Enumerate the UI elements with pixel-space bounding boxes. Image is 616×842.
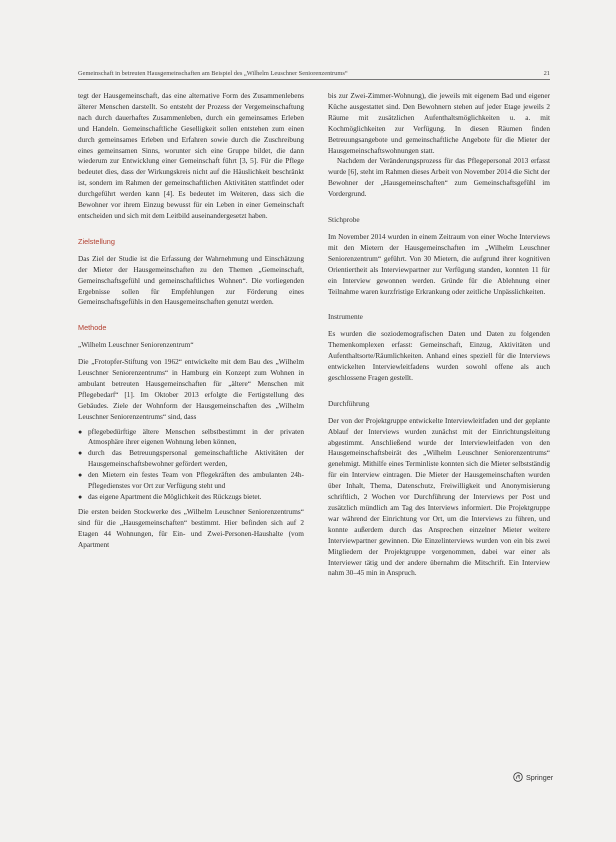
subsection-heading-stichprobe: Stichprobe [328,215,360,225]
running-header [78,70,550,77]
subsection-heading-instrumente: Instrumente [328,312,363,322]
page-number: 21 [543,70,550,77]
publisher-name: Springer [526,772,554,782]
right-column [328,91,550,579]
running-title: Gemeinschaft in betreuten Hausgemeinschaften am Beispiel des „Wilhelm Leuschner Seniorenzentrums“ [78,70,348,77]
springer-horse-icon [513,772,523,782]
paragraph: bis zur Zwei-Zimmer-Wohnung), die jeweils mit eigenem Bad und eigener Küche ausgestattet sind. Den Bewohnern stehen auf jeder Etage jeweils 2 Räume mit zusätzlichen Aufenthaltsmöglichkeiten u. a. mit Kochmöglichkeiten zur Verfügung. In diesen Räumen finden Betreuungsangebote und gemeinschaftliche Angebote für die Mieter der Hausgemeinschaftswohnungen statt. [328,91,550,155]
paragraph: tegt der Hausgemeinschaft, das eine alternative Form des Zusammenlebens älterer Menschen darstellt. So entsteht der Prozess der Vergemeinschaftung nach durch dauerhaftes Zusammenleben, durch ein gemeinsames Erleben und Handeln. Gemeinschaftliche Geselligkeit sollen entstehen zum einen durch gemeinsames Erleben und Erfahren sowie durch die Zuschreibung eines gemeinsamen Sinns, worunter sich eine Gruppe bildet, die dann wiederum zur Entwicklung einer Gemeinschaft führt [3, 5]. Für die Pflege bedeutet dies, dass der Wirkungskreis nicht auf die Häuslichkeit beschränkt ist, sondern im Rahmen der gemeinschaftlichen Aktivitäten stattfindet oder durchgeführt werden kann [4]. Es bedeutet im Weiteren, dass sich die Bewohner vor ihrem Einzug bewusst für ein Leben in einer Gemeinschaft entscheiden und sich mit dem Leitbild auseinandergesetzt haben. [78,91,304,220]
paragraph: Das Ziel der Studie ist die Erfassung der Wahrnehmung und Einschätzung der Mieter der Hausgemeinschaften zu den Themen „Gemeinschaft, Gemeinschaftsgefühl und gemeinschaftliches Wohnen“. Die vorliegenden Ergebnisse sollen für Empfehlungen zur Förderung eines Gemeinschaftsgefühls in den Hausgemeinschaften genutzt werden. [78,253,304,307]
list-item: ● durch das Betreuungspersonal gemeinschaftliche Aktivitäten der Hausgemeinschaftsbewohner gefördert werden, [78,448,304,469]
paragraph: Es wurden die soziodemografischen Daten und Daten zu folgenden Themenkomplexen erfasst: Gemeinschaft, Einzug, Aktivitäten und Aufenthaltsorte/Räumlichkeiten. Anhand eines speziell für die Interviews entwickelten Interviewleitfadens wurden sowohl offene als auch geschlossene Fragen gestellt. [328,329,550,382]
left-column [78,91,304,551]
publisher-logo [513,772,553,782]
section-heading-methode: Methode [78,323,107,333]
list-item: ● den Mietern ein festes Team von Pflegekräften des ambulanten 24h-Pflegedienstes vor Ort zur Verfügung steht und [78,470,304,491]
paragraph: Im November 2014 wurden in einem Zeitraum von einer Woche Interviews mit den Mietern der Hausgemeinschaften im „Wilhelm Leuschner Seniorenzentrum“ geführt. Von 30 Mietern, die aufgrund ihrer kognitiven Orientiertheit als Interviewpartner zur Verfügung standen, konnten 11 für ein Interview gewonnen werden. Gründe für die Ablehnung einer Teilnahme waren kurzfristige Erkrankung oder zeitliche Unpässlichkeiten. [328,231,550,296]
subsection-heading-wlsz: „Wilhelm Leuschner Seniorenzentrum“ [78,340,194,350]
list-item: ● pflegebedürftige ältere Menschen selbstbestimmt in der privaten Atmosphäre ihrer eigenen Wohnung leben können, [78,426,304,447]
paragraph: Nachdem der Veränderungsprozess für das Pflegepersonal 2013 erfasst wurde [6], steht im Rahmen dieses Arbeit von November 2014 die Sicht der Bewohner der „Hausgemeinschaften“ zum Gemeinschaftsgefühl im Vordergrund. [328,156,550,199]
paragraph: Der von der Projektgruppe entwickelte Interviewleitfaden und der geplante Ablauf der Interviews wurden zunächst mit der Einrichtungsleitung abgestimmt. Anschließend wurde der Interviewleitfaden von den Hausgemeinschaftsbeirät des „Wilhelm Leuschner Seniorenzentrums“ genehmigt. Mithilfe eines Terminliste konnten sich die Mieter selbstständig für ein Interview eintragen. Die Mieter der Hausgemeinschaften wurden über Inhalt, Thema, Datenschutz, Freiwilligkeit und Anonymisierung schriftlich, 2 Wochen vor Durchführung der Interviews per Post und zusätzlich mündlich am Tag des Interviews informiert. Die Projektgruppe war während der Einrichtung vor Ort, um die Interviews zu führen, und konnte außerdem durch das Ansprechen einzelner Mieter weitere Interviewpartner gewinnen. Die Einzelinterviews wurden von ein bis zwei Mitgliedern der Projektgruppe vorgenommen, dabei war einer als Interviewer tätig und der andere übernahm die Mitschrift. Ein Interview nahm 30–45 min in Anspruch. [328,415,550,578]
header-rule [78,79,550,80]
bullet-icon: ● [78,471,83,480]
list-item: ● das eigene Apartment die Möglichkeit des Rückzugs bietet. [78,492,262,501]
subsection-heading-durchfuehrung: Durchführung [328,398,370,408]
paragraph: Die „Frotopfer-Stiftung von 1962“ entwickelte mit dem Bau des „Wilhelm Leuschner Seniorenzentrums“ in Hamburg ein Konzept zum Wohnen in ambulant betreuten Hausgemeinschaften für „ältere“ Menschen mit Pflegebedarf“ [1]. Im Oktober 2013 erfolgte die Fertigstellung des Gebäudes. Ziele der Wohnform der Hausgemeinschaften des „Wilhelm Leuschner Seniorenzentrums“ sind, dass [78,357,304,421]
goal-list [78,427,304,503]
bullet-icon: ● [78,493,83,501]
paragraph: Die ersten beiden Stockwerke des „Wilhelm Leuschner Seniorenzentrums“ sind für die „Hausgemeinschaften“ bestimmt. Hier befinden sich auf 2 Etagen 44 Wohnungen, für Ein- und Zwei-Personen-Haushalte (vom Apartment [78,506,304,549]
bullet-icon: ● [78,449,83,458]
section-heading-zielstellung: Zielstellung [78,236,115,246]
bullet-icon: ● [78,427,83,436]
